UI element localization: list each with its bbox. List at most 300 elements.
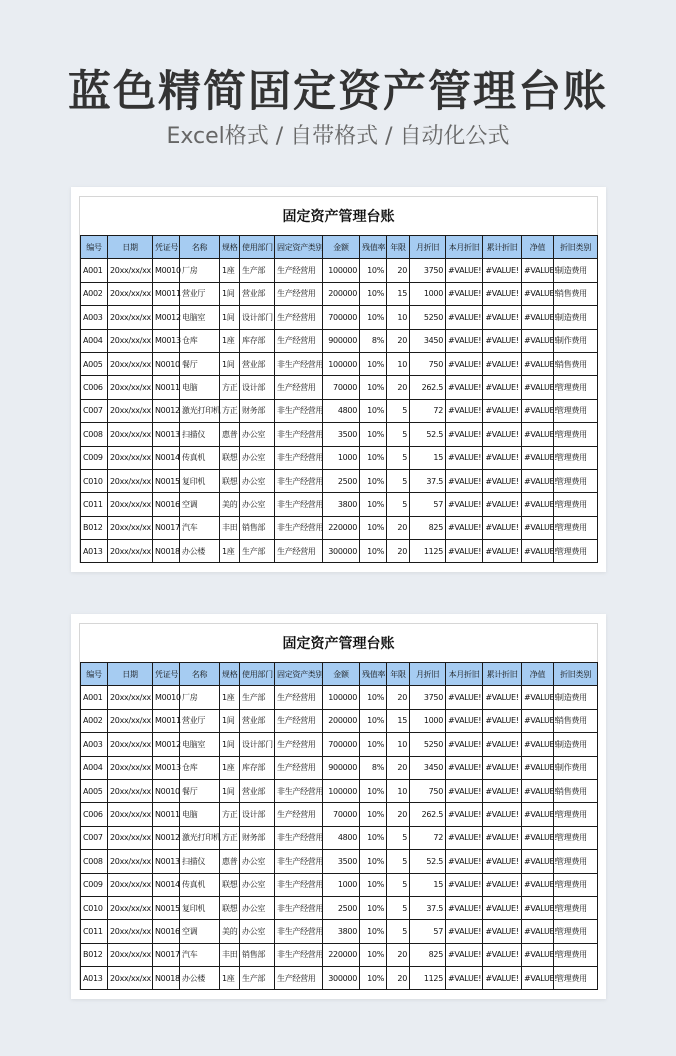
table-cell: 20 — [387, 967, 410, 990]
table-cell: N0010 — [153, 352, 180, 375]
table-cell: 1座 — [220, 329, 240, 352]
table-cell: 办公室 — [240, 423, 275, 446]
table-row — [81, 446, 598, 469]
table-cell: #VALUE! — [483, 469, 522, 492]
table-cell: 4800 — [323, 399, 360, 422]
column-header: 净值 — [522, 236, 554, 259]
table-cell: 15 — [387, 709, 410, 732]
table-cell: 10% — [360, 709, 387, 732]
table-row — [81, 282, 598, 305]
table-cell: 营业部 — [240, 282, 275, 305]
table-cell: 1000 — [410, 709, 446, 732]
column-header: 名称 — [180, 236, 220, 259]
table-cell: 20xx/xx/xx — [108, 896, 153, 919]
table-cell: 仓库 — [180, 329, 220, 352]
table-cell: #VALUE! — [522, 967, 554, 990]
table-cell: 1座 — [220, 967, 240, 990]
table-cell: A002 — [81, 282, 108, 305]
table-cell: 丰田 — [220, 516, 240, 539]
table-cell: #VALUE! — [483, 540, 522, 563]
table-cell: 10% — [360, 376, 387, 399]
table-cell: 3750 — [410, 686, 446, 709]
table-cell: 管理费用 — [554, 469, 598, 492]
column-header: 月折旧 — [410, 236, 446, 259]
table-cell: #VALUE! — [446, 423, 483, 446]
table-row — [81, 920, 598, 943]
table-cell: 5250 — [410, 306, 446, 329]
table-cell: #VALUE! — [483, 709, 522, 732]
table-cell: #VALUE! — [446, 709, 483, 732]
sheet-title: 固定资产管理台账 — [282, 209, 395, 225]
table-cell: 20xx/xx/xx — [108, 826, 153, 849]
table-cell: 方正 — [220, 826, 240, 849]
table-cell: M0011 — [153, 282, 180, 305]
table-cell: #VALUE! — [483, 873, 522, 896]
table-cell: #VALUE! — [522, 516, 554, 539]
table-cell: 扫描仪 — [180, 423, 220, 446]
table-cell: A001 — [81, 686, 108, 709]
column-header: 规格 — [220, 663, 240, 686]
table-cell: 仓库 — [180, 756, 220, 779]
table-cell: #VALUE! — [522, 826, 554, 849]
table-cell: 20xx/xx/xx — [108, 352, 153, 375]
table-cell: 5 — [387, 399, 410, 422]
table-cell: 电脑 — [180, 803, 220, 826]
table-row — [81, 733, 598, 756]
table-cell: #VALUE! — [522, 850, 554, 873]
table-cell: 300000 — [323, 540, 360, 563]
table-cell: 管理费用 — [554, 943, 598, 966]
table-cell: 办公室 — [240, 920, 275, 943]
table-cell: 生产部 — [240, 967, 275, 990]
table-row — [81, 826, 598, 849]
table-cell: 20 — [387, 540, 410, 563]
column-header: 本月折旧 — [446, 236, 483, 259]
table-cell: 1125 — [410, 967, 446, 990]
table-cell: 20xx/xx/xx — [108, 920, 153, 943]
table-cell: 10% — [360, 686, 387, 709]
table-cell: 3800 — [323, 920, 360, 943]
table-cell: C006 — [81, 803, 108, 826]
table-cell: 办公楼 — [180, 967, 220, 990]
table-cell: 825 — [410, 516, 446, 539]
table-cell: 37.5 — [410, 469, 446, 492]
table-cell: 10% — [360, 399, 387, 422]
table-row — [81, 306, 598, 329]
table-cell: 设计部门 — [240, 306, 275, 329]
table-cell: #VALUE! — [522, 873, 554, 896]
table-cell: 复印机 — [180, 896, 220, 919]
column-header: 固定资产类别 — [275, 236, 323, 259]
table-cell: 空调 — [180, 493, 220, 516]
table-cell: 20 — [387, 259, 410, 282]
table-cell: 5 — [387, 850, 410, 873]
table-cell: N0013 — [153, 850, 180, 873]
table-cell: 10% — [360, 352, 387, 375]
table-cell: #VALUE! — [483, 967, 522, 990]
table-cell: #VALUE! — [446, 826, 483, 849]
table-cell: 电脑室 — [180, 733, 220, 756]
table-cell: #VALUE! — [446, 943, 483, 966]
table-cell: 220000 — [323, 516, 360, 539]
table-cell: 制造费用 — [554, 686, 598, 709]
table-cell: N0010 — [153, 779, 180, 802]
table-row — [81, 469, 598, 492]
sheet-frame — [79, 196, 598, 563]
table-cell: 10% — [360, 896, 387, 919]
table-cell: #VALUE! — [483, 943, 522, 966]
table-cell: 联想 — [220, 469, 240, 492]
table-cell: 汽车 — [180, 943, 220, 966]
table-cell: 3500 — [323, 850, 360, 873]
table-cell: 10 — [387, 352, 410, 375]
table-cell: 900000 — [323, 756, 360, 779]
table-cell: 办公室 — [240, 896, 275, 919]
table-cell: 制作费用 — [554, 329, 598, 352]
table-cell: 复印机 — [180, 469, 220, 492]
table-cell: 制造费用 — [554, 259, 598, 282]
table-cell: 750 — [410, 352, 446, 375]
sheet-title: 固定资产管理台账 — [282, 636, 395, 652]
table-cell: 非生产经营用 — [275, 352, 323, 375]
table-cell: #VALUE! — [522, 423, 554, 446]
table-row — [81, 352, 598, 375]
table-cell: 激光打印机 — [180, 399, 220, 422]
table-cell: 管理费用 — [554, 540, 598, 563]
table-cell: A005 — [81, 779, 108, 802]
table-cell: 20xx/xx/xx — [108, 282, 153, 305]
table-row — [81, 943, 598, 966]
header-row — [81, 236, 598, 259]
table-cell: 传真机 — [180, 873, 220, 896]
table-cell: 库存部 — [240, 756, 275, 779]
table-cell: A013 — [81, 967, 108, 990]
table-cell: #VALUE! — [522, 686, 554, 709]
table-cell: 生产经营用 — [275, 733, 323, 756]
table-cell: 管理费用 — [554, 493, 598, 516]
page-title: 蓝色精简固定资产管理台账 — [68, 67, 608, 117]
table-cell: 1座 — [220, 259, 240, 282]
table-cell: 1间 — [220, 306, 240, 329]
table-cell: 生产部 — [240, 540, 275, 563]
table-cell: 20xx/xx/xx — [108, 803, 153, 826]
table-cell: 5 — [387, 493, 410, 516]
table-cell: C011 — [81, 920, 108, 943]
table-cell: N0018 — [153, 967, 180, 990]
table-cell: 10% — [360, 423, 387, 446]
table-cell: 非生产经营用 — [275, 873, 323, 896]
table-cell: C006 — [81, 376, 108, 399]
table-cell: 管理费用 — [554, 920, 598, 943]
table-cell: #VALUE! — [446, 873, 483, 896]
table-cell: 1000 — [323, 446, 360, 469]
table-cell: #VALUE! — [483, 516, 522, 539]
table-cell: 生产经营用 — [275, 756, 323, 779]
table-cell: 10% — [360, 469, 387, 492]
table-cell: #VALUE! — [446, 896, 483, 919]
table-cell: 262.5 — [410, 376, 446, 399]
table-cell: 4800 — [323, 826, 360, 849]
table-cell: 5 — [387, 423, 410, 446]
table-cell: 联想 — [220, 896, 240, 919]
table-cell: 非生产经营用 — [275, 779, 323, 802]
table-cell: 1间 — [220, 709, 240, 732]
table-cell: 700000 — [323, 733, 360, 756]
table-cell: 美的 — [220, 920, 240, 943]
table-cell: 3450 — [410, 329, 446, 352]
column-header: 残值率 — [360, 236, 387, 259]
table-cell: 20xx/xx/xx — [108, 329, 153, 352]
table-cell: A004 — [81, 756, 108, 779]
table-cell: 15 — [410, 446, 446, 469]
table-cell: #VALUE! — [446, 259, 483, 282]
table-cell: 20xx/xx/xx — [108, 733, 153, 756]
table-cell: 20 — [387, 943, 410, 966]
table-cell: 美的 — [220, 493, 240, 516]
table-cell: 900000 — [323, 329, 360, 352]
table-cell: #VALUE! — [446, 282, 483, 305]
table-cell: 20xx/xx/xx — [108, 259, 153, 282]
table-cell: 1间 — [220, 352, 240, 375]
table-cell: B012 — [81, 943, 108, 966]
table-cell: 10% — [360, 259, 387, 282]
table-cell: 非生产经营用 — [275, 423, 323, 446]
table-cell: #VALUE! — [522, 733, 554, 756]
column-header: 年限 — [387, 236, 410, 259]
table-cell: #VALUE! — [522, 399, 554, 422]
column-header: 凭证号 — [153, 663, 180, 686]
table-cell: 10 — [387, 779, 410, 802]
table-cell: C008 — [81, 423, 108, 446]
table-cell: 办公室 — [240, 493, 275, 516]
table-cell: 200000 — [323, 709, 360, 732]
table-cell: 非生产经营用 — [275, 493, 323, 516]
table-cell: 方正 — [220, 803, 240, 826]
table-cell: #VALUE! — [522, 446, 554, 469]
table-cell: 37.5 — [410, 896, 446, 919]
column-header: 累计折旧 — [483, 663, 522, 686]
table-cell: 餐厅 — [180, 352, 220, 375]
table-cell: N0017 — [153, 943, 180, 966]
table-cell: 厂房 — [180, 686, 220, 709]
table-cell: 5 — [387, 826, 410, 849]
table-cell: B012 — [81, 516, 108, 539]
table-cell: 20xx/xx/xx — [108, 469, 153, 492]
table-row — [81, 709, 598, 732]
table-cell: #VALUE! — [483, 756, 522, 779]
table-cell: 20 — [387, 686, 410, 709]
table-cell: C010 — [81, 896, 108, 919]
table-cell: 3450 — [410, 756, 446, 779]
table-cell: #VALUE! — [522, 493, 554, 516]
table-cell: 10% — [360, 943, 387, 966]
table-cell: 20 — [387, 376, 410, 399]
table-cell: #VALUE! — [483, 733, 522, 756]
table-row — [81, 896, 598, 919]
table-cell: 5 — [387, 446, 410, 469]
table-row — [81, 399, 598, 422]
table-cell: 20xx/xx/xx — [108, 943, 153, 966]
table-cell: #VALUE! — [522, 943, 554, 966]
table-cell: N0015 — [153, 469, 180, 492]
table-cell: C007 — [81, 826, 108, 849]
table-cell: 20xx/xx/xx — [108, 306, 153, 329]
table-cell: #VALUE! — [446, 376, 483, 399]
table-cell: C008 — [81, 850, 108, 873]
table-cell: 餐厅 — [180, 779, 220, 802]
table-cell: 3500 — [323, 423, 360, 446]
table-cell: 电脑室 — [180, 306, 220, 329]
table-cell: 262.5 — [410, 803, 446, 826]
table-cell: 管理费用 — [554, 446, 598, 469]
table-cell: 非生产经营用 — [275, 896, 323, 919]
column-header: 月折旧 — [410, 663, 446, 686]
table-cell: #VALUE! — [483, 329, 522, 352]
table-cell: 办公室 — [240, 873, 275, 896]
table-cell: 5 — [387, 469, 410, 492]
table-cell: 1000 — [323, 873, 360, 896]
table-cell: #VALUE! — [483, 803, 522, 826]
table-cell: 生产经营用 — [275, 686, 323, 709]
table-cell: 生产经营用 — [275, 540, 323, 563]
sheet-frame — [79, 623, 598, 990]
table-cell: 10% — [360, 446, 387, 469]
table-cell: 非生产经营用 — [275, 920, 323, 943]
column-header: 规格 — [220, 236, 240, 259]
table-cell: 管理费用 — [554, 873, 598, 896]
header-row — [81, 663, 598, 686]
table-cell: #VALUE! — [446, 306, 483, 329]
table-cell: 销售部 — [240, 943, 275, 966]
column-header: 金额 — [323, 236, 360, 259]
table-cell: 52.5 — [410, 850, 446, 873]
table-cell: 生产经营用 — [275, 967, 323, 990]
table-cell: 100000 — [323, 352, 360, 375]
table-cell: 非生产经营用 — [275, 850, 323, 873]
table-row — [81, 779, 598, 802]
table-cell: #VALUE! — [522, 469, 554, 492]
column-header: 折旧类别 — [554, 236, 598, 259]
table-cell: 20xx/xx/xx — [108, 423, 153, 446]
table-cell: N0014 — [153, 873, 180, 896]
table-cell: 20xx/xx/xx — [108, 516, 153, 539]
table-cell: 激光打印机 — [180, 826, 220, 849]
table-cell: 营业厅 — [180, 709, 220, 732]
table-cell: 财务部 — [240, 399, 275, 422]
table-row — [81, 803, 598, 826]
table-cell: #VALUE! — [446, 967, 483, 990]
table-cell: #VALUE! — [446, 850, 483, 873]
table-cell: #VALUE! — [446, 516, 483, 539]
table-cell: M0011 — [153, 709, 180, 732]
table-cell: 销售费用 — [554, 779, 598, 802]
table-row — [81, 329, 598, 352]
table-row — [81, 967, 598, 990]
table-cell: #VALUE! — [522, 896, 554, 919]
table-cell: 管理费用 — [554, 423, 598, 446]
table-cell: #VALUE! — [446, 446, 483, 469]
column-header: 名称 — [180, 663, 220, 686]
table-cell: #VALUE! — [483, 259, 522, 282]
table-cell: 10% — [360, 920, 387, 943]
table-cell: 5 — [387, 873, 410, 896]
table-cell: #VALUE! — [483, 826, 522, 849]
table-cell: N0011 — [153, 803, 180, 826]
column-header: 编号 — [81, 663, 108, 686]
table-cell: A002 — [81, 709, 108, 732]
table-cell: 联想 — [220, 873, 240, 896]
table-cell: A013 — [81, 540, 108, 563]
table-cell: 非生产经营用 — [275, 516, 323, 539]
column-header: 折旧类别 — [554, 663, 598, 686]
table-cell: 20xx/xx/xx — [108, 756, 153, 779]
table-cell: #VALUE! — [446, 920, 483, 943]
table-cell: 2500 — [323, 469, 360, 492]
table-cell: 700000 — [323, 306, 360, 329]
table-cell: 10 — [387, 733, 410, 756]
table-cell: 管理费用 — [554, 516, 598, 539]
table-cell: 10% — [360, 967, 387, 990]
table-cell: 生产部 — [240, 686, 275, 709]
column-header: 年限 — [387, 663, 410, 686]
table-row — [81, 686, 598, 709]
table-cell: 100000 — [323, 779, 360, 802]
table-cell: #VALUE! — [522, 352, 554, 375]
table-cell: 库存部 — [240, 329, 275, 352]
table-cell: #VALUE! — [446, 540, 483, 563]
table-row — [81, 493, 598, 516]
table-cell: 方正 — [220, 376, 240, 399]
table-cell: 20xx/xx/xx — [108, 376, 153, 399]
table-row — [81, 376, 598, 399]
table-cell: 20 — [387, 329, 410, 352]
table-cell: 营业部 — [240, 352, 275, 375]
table-row — [81, 873, 598, 896]
table-cell: 汽车 — [180, 516, 220, 539]
table-cell: 丰田 — [220, 943, 240, 966]
table-cell: N0017 — [153, 516, 180, 539]
table-cell: 制造费用 — [554, 306, 598, 329]
table-cell: 营业部 — [240, 779, 275, 802]
table-cell: A005 — [81, 352, 108, 375]
table-cell: #VALUE! — [483, 493, 522, 516]
table-cell: N0016 — [153, 493, 180, 516]
table-cell: #VALUE! — [483, 446, 522, 469]
table-cell: #VALUE! — [483, 779, 522, 802]
table-cell: #VALUE! — [522, 803, 554, 826]
table-cell: #VALUE! — [446, 352, 483, 375]
table-cell: N0012 — [153, 826, 180, 849]
table-cell: 300000 — [323, 967, 360, 990]
table-cell: 1座 — [220, 540, 240, 563]
table-cell: C009 — [81, 873, 108, 896]
table-cell: 10% — [360, 282, 387, 305]
asset-ledger-table — [80, 235, 598, 563]
table-cell: #VALUE! — [522, 306, 554, 329]
table-cell: #VALUE! — [446, 686, 483, 709]
table-cell: #VALUE! — [483, 306, 522, 329]
table-cell: 空调 — [180, 920, 220, 943]
table-cell: M0010 — [153, 259, 180, 282]
table-cell: 20xx/xx/xx — [108, 850, 153, 873]
table-cell: 10% — [360, 803, 387, 826]
table-cell: 厂房 — [180, 259, 220, 282]
table-cell: M0013 — [153, 329, 180, 352]
table-cell: 1125 — [410, 540, 446, 563]
table-cell: #VALUE! — [522, 779, 554, 802]
table-cell: 生产经营用 — [275, 329, 323, 352]
table-cell: #VALUE! — [446, 399, 483, 422]
